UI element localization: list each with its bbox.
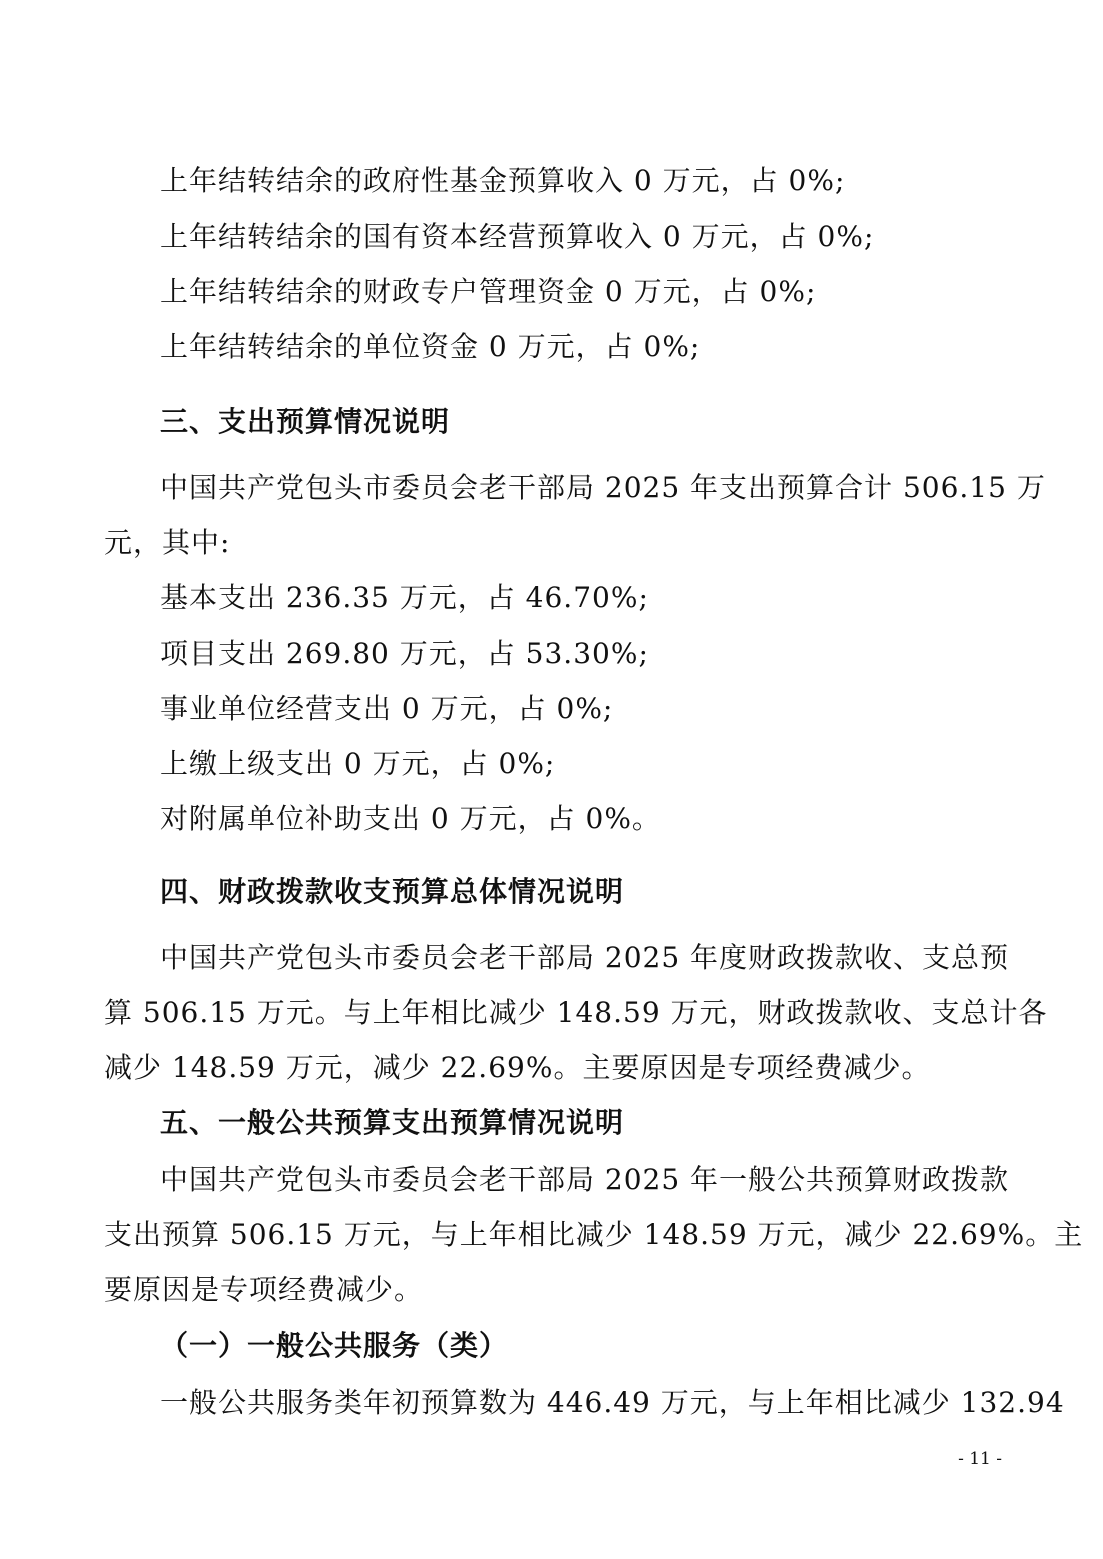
general-public-service-paragraph-line1: 一般公共服务类年初预算数为 446.49 万元，与上年相比减少 132.94 — [160, 1386, 1065, 1419]
section4-heading: 四、财政拨款收支预算总体情况说明 — [160, 875, 625, 908]
project-expenditure-item: 项目支出 269.80 万元，占 53.30%; — [160, 637, 649, 670]
section4-paragraph-line2: 算 506.15 万元。与上年相比减少 148.59 万元，财政拨款收、支总计各 — [104, 996, 1048, 1029]
upper-level-remittance-item: 上缴上级支出 0 万元，占 0%; — [160, 747, 556, 780]
section4-paragraph-line3: 减少 148.59 万元，减少 22.69%。主要原因是专项经费减少。 — [104, 1051, 931, 1084]
subsidiary-subsidy-item: 对附属单位补助支出 0 万元，占 0%。 — [160, 802, 661, 835]
carryover-unit-fund-line: 上年结转结余的单位资金 0 万元，占 0%; — [160, 330, 701, 363]
carryover-special-account-line: 上年结转结余的财政专户管理资金 0 万元，占 0%; — [160, 275, 817, 308]
basic-expenditure-item: 基本支出 236.35 万元，占 46.70%; — [160, 581, 649, 614]
section4-paragraph-line1: 中国共产党包头市委员会老干部局 2025 年度财政拨款收、支总预 — [160, 941, 1010, 974]
carryover-fund-line: 上年结转结余的政府性基金预算收入 0 万元，占 0%; — [160, 164, 846, 197]
page-number: - 11 - — [958, 1449, 1002, 1469]
section3-paragraph-line2: 元，其中: — [104, 526, 231, 559]
section5-heading: 五、一般公共预算支出预算情况说明 — [160, 1106, 625, 1139]
section3-heading: 三、支出预算情况说明 — [160, 405, 451, 438]
business-expenditure-item: 事业单位经营支出 0 万元，占 0%; — [160, 692, 614, 725]
section5-paragraph-line1: 中国共产党包头市委员会老干部局 2025 年一般公共预算财政拨款 — [160, 1163, 1010, 1196]
carryover-capital-line: 上年结转结余的国有资本经营预算收入 0 万元，占 0%; — [160, 220, 875, 253]
section3-paragraph-line1: 中国共产党包头市委员会老干部局 2025 年支出预算合计 506.15 万 — [160, 471, 1046, 504]
section5-paragraph-line2: 支出预算 506.15 万元，与上年相比减少 148.59 万元，减少 22.69%。主 — [104, 1218, 1084, 1251]
general-public-service-subheading: （一）一般公共服务（类） — [160, 1329, 509, 1362]
section5-paragraph-line3: 要原因是专项经费减少。 — [104, 1273, 424, 1306]
